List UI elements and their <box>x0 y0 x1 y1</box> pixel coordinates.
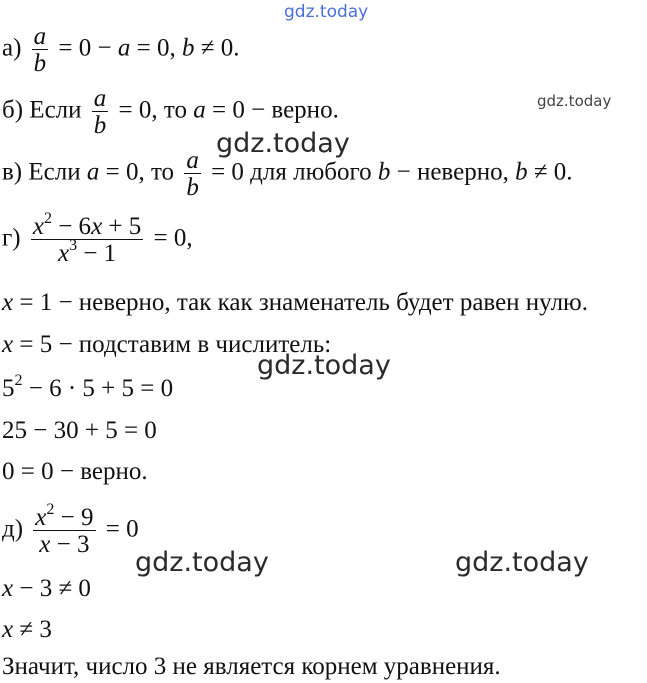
item-v-num: a <box>186 147 199 174</box>
item-a <box>2 24 239 76</box>
item-a-text-1: = 0 − <box>52 34 118 62</box>
item-d <box>2 501 139 558</box>
item-v-var-b: b <box>377 158 391 186</box>
item-b-suffix: = 0 − верно. <box>205 96 339 124</box>
item-g-line-1-text: = 1 − неверно, так как знаменатель будет равен нулю. <box>13 289 588 316</box>
item-v-prefix: в) Если <box>2 158 87 186</box>
item-g-line-2-var: x <box>2 331 14 358</box>
item-d-fraction <box>33 501 95 558</box>
item-v-mid3: − неверно, <box>390 158 516 186</box>
item-v-mid: = 0, то <box>99 158 181 186</box>
item-g-num-tail: + 5 <box>102 213 142 240</box>
item-g-line-1 <box>2 290 588 315</box>
item-d-after: = 0 <box>99 515 139 543</box>
item-b-var-a: a <box>193 96 206 124</box>
item-d-line-2-var: x <box>2 616 14 643</box>
item-a-var-a: a <box>117 34 131 62</box>
item-g-num-exp: 2 <box>43 210 52 227</box>
item-g-den-x: x <box>57 240 70 267</box>
item-g-line-3 <box>2 372 174 402</box>
item-g-line-2 <box>2 332 331 357</box>
item-d-line-1-var: x <box>2 575 14 602</box>
item-g-line-3-exp: 2 <box>14 372 23 389</box>
item-g-line-4: 25 − 30 + 5 = 0 <box>2 417 157 444</box>
item-d-conclusion: Значит, число 3 не является корнем уравнения. <box>2 653 501 680</box>
item-v-mid2: = 0 для любого <box>204 158 378 186</box>
item-g-label: г) <box>2 224 21 252</box>
item-d-num-x: x <box>35 504 47 531</box>
item-a-label: а) <box>2 34 22 62</box>
item-v-fraction <box>184 148 201 200</box>
item-a-num: a <box>33 23 47 50</box>
item-a-den: b <box>33 50 47 77</box>
watermark-big-2: gdz.today <box>257 350 391 381</box>
watermark-big-1: gdz.today <box>216 128 350 159</box>
item-b <box>2 86 339 138</box>
item-g-line-3-base: 5 <box>2 375 15 402</box>
watermark-big-3: gdz.today <box>135 547 269 578</box>
item-b-fraction <box>92 86 109 138</box>
item-g-line-3-rest: − 6 · 5 + 5 = 0 <box>22 375 174 402</box>
watermark-big-4: gdz.today <box>455 547 589 578</box>
item-d-line-1-text: − 3 ≠ 0 <box>13 575 91 602</box>
item-g-line-5: 0 = 0 − верно. <box>2 458 148 485</box>
item-v <box>2 148 573 200</box>
item-g-den-exp: 3 <box>69 237 78 254</box>
item-a-fraction <box>32 24 49 76</box>
item-g-line-1-var: x <box>2 289 14 316</box>
item-g-num-rest: − 6 <box>51 213 92 240</box>
item-v-var-a: a <box>86 158 100 186</box>
item-g-after: = 0, <box>147 224 193 252</box>
item-v-den: b <box>186 174 199 201</box>
item-g-fraction <box>31 210 143 267</box>
item-a-var-b: b <box>181 34 195 62</box>
item-d-den-tail: − 3 <box>50 531 90 558</box>
item-d-num-exp: 2 <box>46 501 55 518</box>
item-b-mid: = 0, то <box>112 96 194 124</box>
watermark-small: gdz.today <box>537 92 612 110</box>
item-g-num-x: x <box>32 213 44 240</box>
item-b-den: b <box>93 112 107 139</box>
item-a-text-2: = 0, <box>130 34 182 62</box>
item-g-num-x2: x <box>91 213 103 240</box>
item-d-line-1 <box>2 576 91 601</box>
item-v-suffix: ≠ 0. <box>527 158 573 186</box>
watermark-top: gdz.today <box>284 2 369 22</box>
item-g-line-2-text: = 5 − подставим в числитель: <box>13 331 332 358</box>
item-d-num-tail: − 9 <box>54 504 94 531</box>
item-a-text-3: ≠ 0. <box>194 34 240 62</box>
item-d-line-2 <box>2 617 52 642</box>
item-g-den-tail: − 1 <box>77 240 117 267</box>
item-d-line-2-text: ≠ 3 <box>13 616 52 643</box>
item-v-var-b2: b <box>515 158 528 186</box>
item-b-num: a <box>93 85 107 112</box>
item-d-label: д) <box>2 515 24 543</box>
item-d-den-x: x <box>39 531 51 558</box>
item-b-prefix: б) Если <box>2 96 88 124</box>
item-g <box>2 210 193 267</box>
